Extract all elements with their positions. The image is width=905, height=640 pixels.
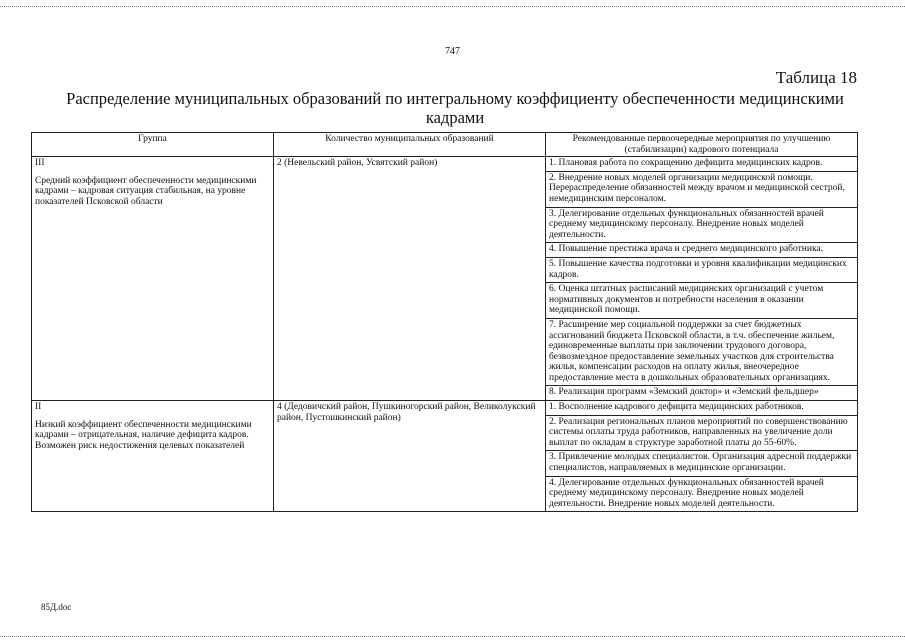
table-header-row	[32, 133, 858, 157]
header-group: Группа	[32, 133, 274, 157]
measure-item: 7. Расширение мер социальной поддержки за счет бюджетных ассигнований бюджета Псковской области, в т.ч. обеспечение жильем, единовременные выплаты при заключении трудового договора, безвозмездное предоставление земельных участков для строительства жилья, компенсации расходов на оплату жилья, внеочередное предоставление места в дошкольных образовательных организациях.	[546, 319, 857, 387]
table-label: Таблица 18	[775, 68, 857, 87]
table-row	[32, 401, 858, 512]
scan-edge-top	[0, 6, 905, 7]
measures-cell	[546, 401, 858, 512]
group-description: Низкий коэффициент обеспеченности медицинскими кадрами – отрицательная, наличие дефицита кадров. Возможен риск недостижения целевых показателей	[35, 419, 252, 451]
measure-item: 3. Делегирование отдельных функциональных обязанностей врачей среднему медицинскому персоналу. Внедрение новых моделей деятельности.	[546, 208, 857, 244]
footer-filename: 85Д.doc	[41, 602, 72, 612]
group-cell	[32, 157, 274, 401]
group-cell	[32, 401, 274, 512]
table-title: Распределение муниципальных образований по интегральному коэффициенту обеспеченности медицинскими кадрами	[66, 89, 844, 127]
count-cell: 2 (Невельский район, Усвятский район)	[274, 157, 546, 401]
distribution-table	[31, 132, 858, 512]
measure-item: 1. Восполнение кадрового дефицита медицинских работников.	[546, 401, 857, 416]
measure-item: 4. Делегирование отдельных функциональных обязанностей врачей среднему медицинскому персоналу. Внедрение новых моделей деятельности. Внедрение новых моделей деятельности.	[549, 477, 824, 509]
measure-item: 5. Повышение качества подготовки и уровня квалификации медицинских кадров.	[546, 258, 857, 283]
measure-item: 6. Оценка штатных расписаний медицинских организаций с учетом нормативных документов и потребности населения в оказании медицинской помощи.	[546, 283, 857, 319]
measures-cell	[546, 157, 858, 401]
group-code: II	[35, 402, 42, 413]
group-description: Средний коэффициент обеспеченности медицинскими кадрами – кадровая ситуация стабильная, на уровне показателей Псковской области	[35, 175, 257, 207]
scan-edge-bottom	[0, 636, 905, 637]
measure-item: 2. Внедрение новых моделей организации медицинской помощи. Перераспределение обязанностей между врачом и медицинской сестрой, немедицинским персоналом.	[546, 172, 857, 208]
page-number: 747	[445, 46, 460, 57]
group-code: III	[35, 158, 45, 169]
measure-item: 3. Привлечение молодых специалистов. Организация адресной поддержки специалистов, направляемых в медицинские организации.	[546, 451, 857, 476]
header-measures: Рекомендованные первоочередные мероприятия по улучшению (стабилизации) кадрового потенциала	[546, 133, 858, 157]
measure-item: 4. Повышение престижа врача и среднего медицинского работника.	[546, 243, 857, 258]
count-cell: 4 (Дедовичский район, Пушкиногорский район, Великолукский район, Пустошкинский район)	[274, 401, 546, 512]
measure-item: 1. Плановая работа по сокращению дефицита медицинских кадров.	[546, 157, 857, 172]
measure-item: 8. Реализация программ «Земский доктор» и «Земский фельдшер»	[549, 387, 819, 398]
measure-item: 2. Реализация региональных планов мероприятий по совершенствованию системы оплаты труда работников, направленных на увеличение доли выплат по окладам в структуре заработной платы до 55-60%.	[546, 416, 857, 452]
header-count: Количество муниципальных образований	[274, 133, 546, 157]
table-row	[32, 157, 858, 401]
